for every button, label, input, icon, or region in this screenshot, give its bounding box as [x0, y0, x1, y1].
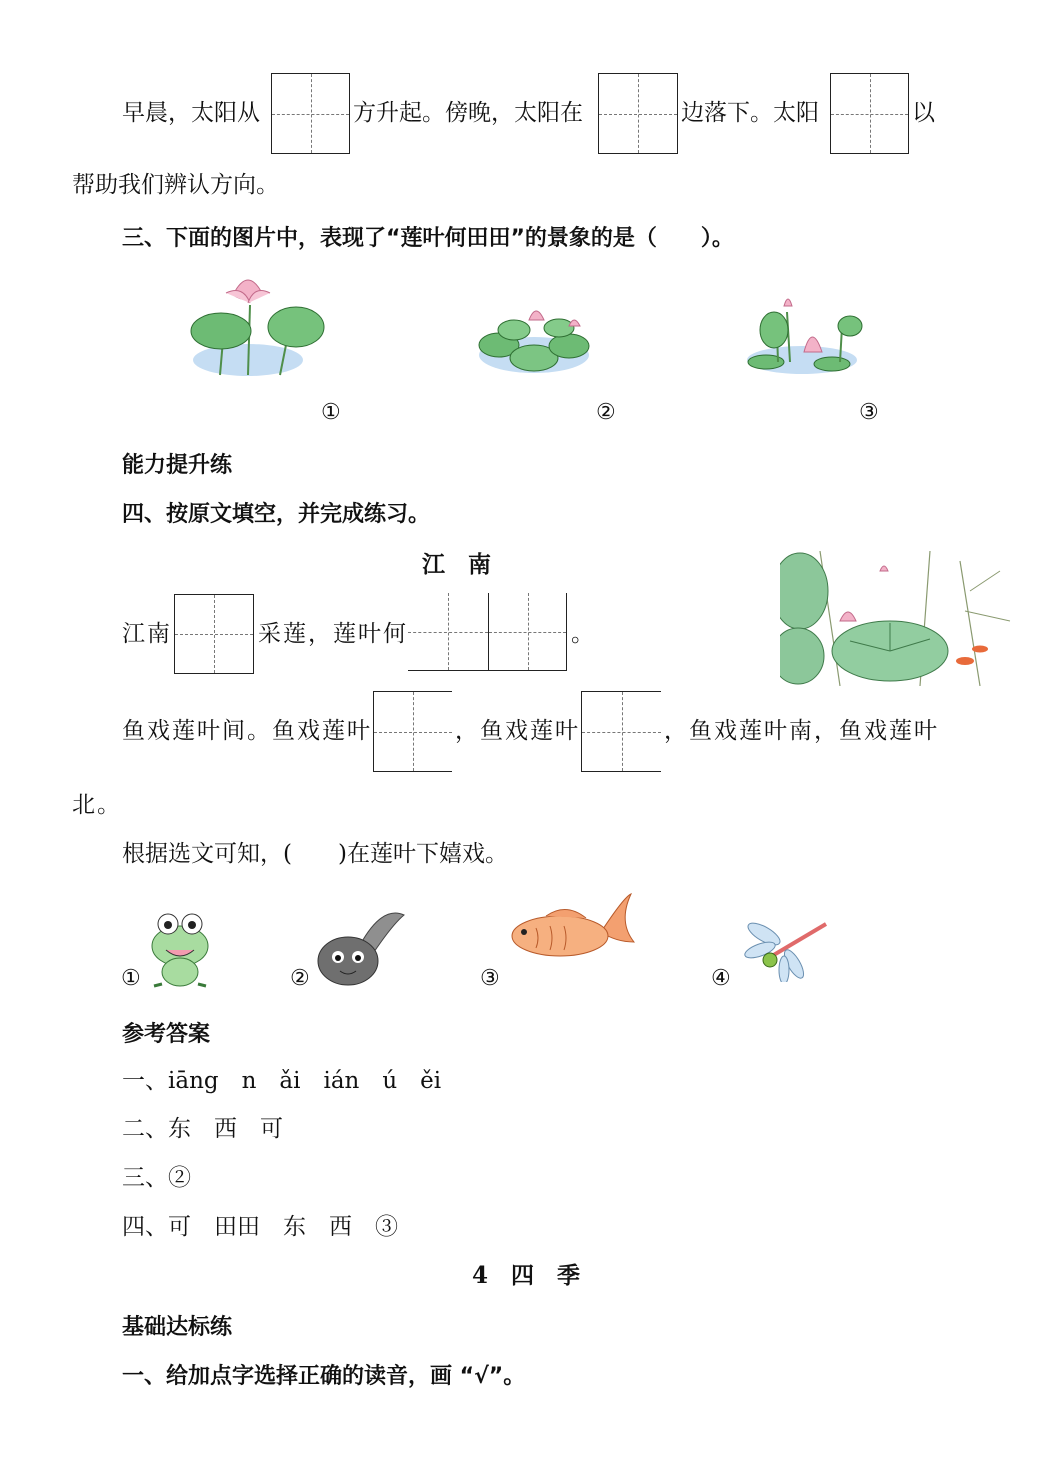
poem-box-2[interactable]: [408, 593, 489, 671]
poem-line2-c: ，鱼戏莲叶南，鱼戏莲叶: [664, 718, 939, 744]
poem-line2-a: 鱼戏莲叶间。鱼戏莲叶: [122, 718, 372, 744]
q3-label-2: ②: [596, 400, 616, 425]
answer-4: 四、可 田田 东 西 ③: [122, 1214, 398, 1240]
lotus-picture-3[interactable]: [742, 292, 864, 380]
q2-text-d: 以: [912, 100, 935, 126]
q3-title: 三、下面的图片中，表现了“莲叶何田田”的景象的是（ ）。: [122, 226, 734, 251]
poem-line2-b: ，鱼戏莲叶: [455, 718, 580, 744]
answer-box-3[interactable]: [830, 73, 909, 154]
poem-line1-c: 。: [571, 621, 596, 647]
answer-1: 一、iāng n ǎi ián ú ěi: [122, 1068, 442, 1094]
q4-question: 根据选文可知，( )在莲叶下嬉戏。: [122, 841, 508, 867]
answer-3: 三、②: [122, 1165, 191, 1191]
animal-label-2: ②: [290, 966, 310, 991]
lesson-title: 4 四 季: [472, 1262, 581, 1289]
poem-box-3[interactable]: [488, 593, 567, 671]
poem-line1-b: 采莲，莲叶何: [258, 621, 408, 647]
animal-label-3: ③: [480, 966, 500, 991]
q3-label-1: ①: [321, 400, 341, 425]
jiangnan-lotus-illustration: [780, 551, 1015, 686]
section-basic: 基础达标练: [122, 1315, 233, 1340]
fish-picture[interactable]: [506, 892, 636, 970]
answer-box-1[interactable]: [271, 73, 350, 154]
section-ability: 能力提升练: [122, 453, 233, 478]
poem-line3: 北。: [72, 792, 122, 818]
lotus-picture-2[interactable]: [474, 300, 594, 380]
q2-text-c: 边落下。太阳: [681, 100, 819, 126]
dragonfly-picture[interactable]: [742, 920, 830, 982]
q3-label-3: ③: [859, 400, 879, 425]
poem-line1-a: 江南: [122, 621, 172, 647]
answers-title: 参考答案: [122, 1022, 211, 1047]
lesson-q1: 一、给加点字选择正确的读音，画 “√”。: [122, 1364, 526, 1389]
poem-box-4[interactable]: [373, 691, 452, 772]
q4-title: 四、按原文填空，并完成练习。: [122, 502, 431, 527]
q2-text-b: 方升起。傍晚，太阳在: [353, 100, 583, 126]
animal-label-4: ④: [711, 966, 731, 991]
q2-text-a: 早晨，太阳从: [122, 100, 260, 126]
q2-line2: 帮助我们辨认方向。: [72, 172, 279, 198]
poem-title: 江 南: [422, 552, 491, 578]
poem-box-1[interactable]: [174, 594, 254, 674]
tadpole-picture[interactable]: [312, 905, 407, 987]
answer-2: 二、东 西 可: [122, 1116, 283, 1142]
answer-box-2[interactable]: [598, 73, 678, 154]
frog-picture[interactable]: [144, 906, 216, 988]
animal-label-1: ①: [121, 966, 141, 991]
lotus-picture-1[interactable]: [188, 265, 328, 380]
poem-box-5[interactable]: [581, 691, 661, 772]
